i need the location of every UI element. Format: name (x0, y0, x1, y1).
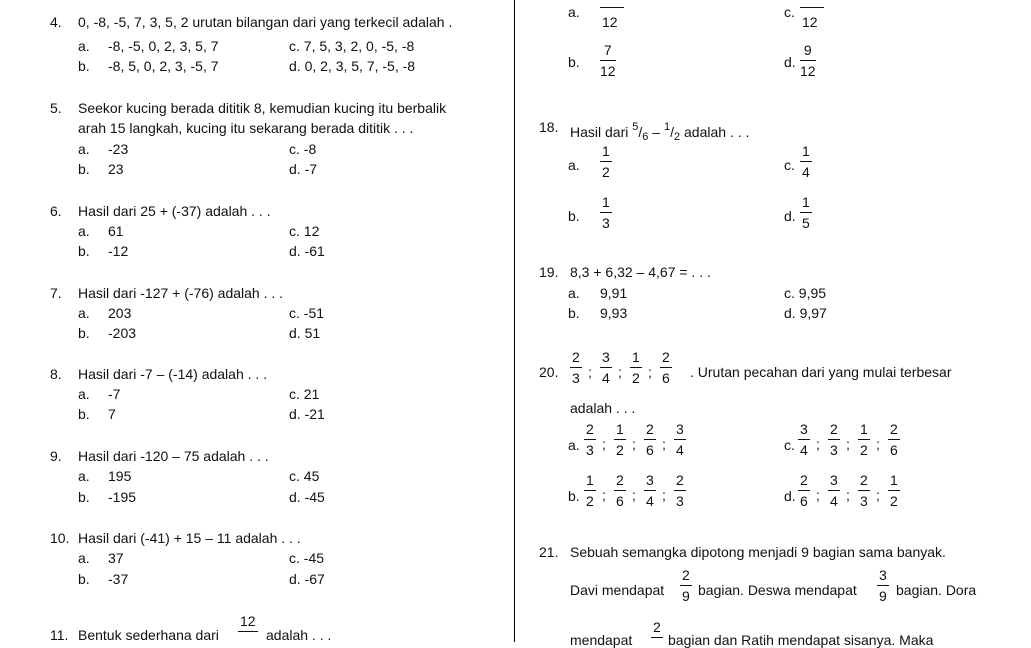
fraction-denominator: 3 (572, 370, 580, 386)
fraction-denominator: 2 (616, 442, 624, 458)
q17-option-c-denominator: 12 (802, 14, 818, 30)
fraction-numerator: 1 (614, 422, 626, 440)
fraction-numerator: 2 (651, 620, 663, 638)
fraction-numerator: 2 (798, 473, 810, 491)
fraction-denominator: 3 (586, 442, 594, 458)
q20-number: 20. (539, 364, 559, 380)
q18-option-c-fraction (800, 144, 812, 180)
q6-option-d: d. -61 (289, 243, 325, 259)
fraction (644, 473, 656, 509)
q4-option-d: d. 0, 2, 3, 5, 7, -5, -8 (289, 58, 416, 74)
fraction-denominator: 2 (890, 493, 898, 509)
fraction (584, 422, 596, 458)
fraction-denominator: 4 (800, 442, 808, 458)
fraction-denominator: 9 (682, 588, 690, 604)
q10-option-a: 37 (108, 550, 124, 566)
q21-fraction-davi (680, 568, 692, 604)
fraction-numerator: 2 (584, 422, 596, 440)
q19-option-b: 9,93 (600, 305, 628, 321)
q18-expr-5: 5 (632, 121, 639, 133)
q18-minus: – (652, 124, 661, 140)
fraction-denominator: 2 (602, 164, 610, 180)
fraction-numerator: 3 (828, 473, 840, 491)
fraction-denominator: 2 (632, 370, 640, 386)
q17-option-c-label: c. (784, 4, 795, 20)
q10-option-b: -37 (108, 571, 129, 587)
q18-option-b-label: b. (568, 208, 580, 224)
q19-option-a: 9,91 (600, 285, 628, 301)
q5-number: 5. (50, 100, 62, 116)
q17-option-c-fraction-bar (800, 7, 824, 8)
q20-text-tail: . Urutan pecahan dari yang mulai terbesar (690, 364, 952, 380)
fraction (630, 350, 642, 386)
q4-option-a-label: a. (78, 38, 90, 54)
q11-text-after: adalah . . . (266, 627, 332, 643)
fraction-numerator: 7 (600, 43, 616, 61)
q9-option-a: 195 (108, 468, 132, 484)
q10-option-a-label: a. (78, 550, 90, 566)
fraction-numerator: 2 (828, 422, 840, 440)
q17-option-d-label: d. (784, 54, 796, 70)
fraction-denominator: 2 (860, 442, 868, 458)
q11-text: Bentuk sederhana dari (78, 627, 219, 643)
fraction-separator: ; (602, 487, 606, 503)
q18-expr-1: 1 (663, 121, 671, 133)
fraction-numerator: 3 (674, 422, 686, 440)
q8-option-c: c. 21 (289, 386, 320, 402)
q19-text: 8,3 + 6,32 – 4,67 = . . . (570, 264, 711, 280)
fraction-denominator: 6 (890, 442, 898, 458)
fraction-denominator: 5 (802, 215, 810, 231)
fraction-numerator: 2 (680, 568, 692, 586)
q7-number: 7. (50, 285, 62, 301)
fraction (614, 422, 626, 458)
q5-text-line1: Seekor kucing berada dititik 8, kemudian kucing itu berbalik (78, 100, 447, 116)
q11-fraction-numerator: 12 (238, 614, 258, 632)
q4-option-c: c. 7, 5, 3, 2, 0, -5, -8 (289, 38, 415, 54)
q5-option-c: c. -8 (289, 141, 317, 157)
q10-option-d: d. -67 (289, 571, 325, 587)
fraction-numerator: 2 (858, 473, 870, 491)
q18-option-d-label: d. (784, 208, 796, 224)
q8-option-a: -7 (108, 386, 121, 402)
fraction (600, 350, 612, 386)
fraction-separator: ; (648, 364, 652, 380)
fraction-numerator: 3 (798, 422, 810, 440)
q5-option-a-label: a. (78, 141, 90, 157)
fraction (644, 422, 656, 458)
q4-option-b: -8, 5, 0, 2, 3, -5, 7 (108, 58, 219, 74)
fraction-separator: ; (816, 487, 820, 503)
q9-option-c: c. 45 (289, 468, 320, 484)
q19-option-c: c. 9,95 (784, 285, 827, 301)
q9-option-a-label: a. (78, 468, 90, 484)
fraction-numerator: 2 (888, 422, 900, 440)
fraction-numerator: 1 (600, 195, 612, 213)
q6-option-a-label: a. (78, 223, 90, 239)
q5-option-b-label: b. (78, 161, 90, 177)
q20-option-a-label: a. (568, 437, 580, 453)
fraction-denominator: 4 (602, 370, 610, 386)
fraction-denominator: 12 (800, 63, 816, 79)
q5-option-d: d. -7 (289, 161, 318, 177)
q18-option-d-fraction (800, 195, 812, 231)
q6-option-b: -12 (108, 243, 129, 259)
fraction (888, 422, 900, 458)
q18-text-pre: Hasil dari (570, 124, 629, 140)
q18-option-a-fraction (600, 144, 612, 180)
fraction-separator: ; (602, 436, 606, 452)
q21-line2-part1: Davi mendapat (570, 582, 665, 598)
column-divider (514, 0, 515, 642)
q5-option-a: -23 (108, 141, 129, 157)
q18-expr-2: 2 (673, 131, 681, 143)
fraction (674, 422, 686, 458)
fraction-denominator: 9 (879, 588, 887, 604)
fraction-numerator: 1 (630, 350, 642, 368)
fraction-denominator: 3 (830, 442, 838, 458)
q4-number: 4. (50, 14, 62, 30)
q20-text-line2: adalah . . . (570, 400, 636, 416)
q21-line2-part3: bagian. Dora (896, 582, 977, 598)
q18-option-a-label: a. (568, 157, 580, 173)
fraction-separator: ; (662, 487, 666, 503)
fraction-separator: ; (816, 436, 820, 452)
fraction-separator: ; (588, 364, 592, 380)
fraction-denominator: 3 (860, 493, 868, 509)
q21-fraction-deswa (877, 568, 889, 604)
q19-option-a-label: a. (568, 285, 580, 301)
q5-option-b: 23 (108, 161, 124, 177)
q6-number: 6. (50, 203, 62, 219)
q9-option-b-label: b. (78, 489, 90, 505)
q8-text: Hasil dari -7 – (-14) adalah . . . (78, 366, 268, 382)
fraction-numerator: 1 (584, 473, 596, 491)
fraction-numerator: 1 (858, 422, 870, 440)
q7-option-a-label: a. (78, 305, 90, 321)
fraction-denominator: 3 (602, 215, 610, 231)
q19-option-d: d. 9,97 (784, 305, 827, 321)
q7-option-b-label: b. (78, 325, 90, 341)
q7-option-c: c. -51 (289, 305, 325, 321)
fraction (858, 473, 870, 509)
q10-option-c: c. -45 (289, 550, 325, 566)
fraction-denominator: 2 (586, 493, 594, 509)
q4-option-a: -8, -5, 0, 2, 3, 5, 7 (108, 38, 219, 54)
fraction-numerator: 2 (644, 422, 656, 440)
fraction-separator: ; (876, 436, 880, 452)
q18-expr-6: 6 (642, 131, 649, 143)
fraction-numerator: 3 (877, 568, 889, 586)
q4-text: 0, -8, -5, 7, 3, 5, 2 urutan bilangan dari yang terkecil adalah . (78, 14, 453, 30)
q18-text: Hasil dari $^5/_6 - ^1/_2$ adalah . . . (570, 121, 750, 143)
fraction-denominator: 6 (616, 493, 624, 509)
fraction-denominator: 4 (830, 493, 838, 509)
fraction-numerator: 1 (888, 473, 900, 491)
q9-number: 9. (50, 448, 62, 464)
q17-option-a-label: a. (568, 4, 580, 20)
q18-option-c-label: c. (784, 157, 795, 173)
q17-option-b-label: b. (568, 54, 580, 70)
q10-number: 10. (50, 530, 70, 546)
q8-option-a-label: a. (78, 386, 90, 402)
q20-option-b-label: b. (568, 488, 580, 504)
fraction-separator: ; (662, 436, 666, 452)
fraction-numerator: 9 (800, 43, 816, 61)
fraction-denominator: 4 (802, 164, 810, 180)
fraction (660, 350, 672, 386)
q21-line2-part2: bagian. Deswa mendapat (698, 582, 857, 598)
fraction-numerator: 2 (674, 473, 686, 491)
q21-text-line1: Sebuah semangka dipotong menjadi 9 bagian sama banyak. (570, 544, 946, 560)
fraction-separator: ; (632, 487, 636, 503)
q8-number: 8. (50, 366, 62, 382)
fraction (798, 422, 810, 458)
fraction-denominator: 6 (662, 370, 670, 386)
q4-option-b-label: b. (78, 58, 90, 74)
q21-fraction-dora (651, 620, 663, 638)
q9-text: Hasil dari -120 – 75 adalah . . . (78, 448, 269, 464)
fraction-numerator: 1 (800, 195, 812, 213)
fraction-separator: ; (632, 436, 636, 452)
fraction (828, 422, 840, 458)
fraction-denominator: 4 (676, 442, 684, 458)
q20-option-d-label: d. (784, 488, 796, 504)
q7-option-a: 203 (108, 305, 132, 321)
q18-text-post: adalah . . . (684, 124, 750, 140)
q11-fraction (238, 614, 258, 632)
fraction-numerator: 3 (644, 473, 656, 491)
fraction-denominator: 12 (600, 63, 616, 79)
fraction (614, 473, 626, 509)
fraction (828, 473, 840, 509)
q5-text-line2: arah 15 langkah, kucing itu sekarang berada dititik . . . (78, 120, 414, 136)
q18-number: 18. (539, 119, 559, 135)
fraction (570, 350, 582, 386)
q10-text: Hasil dari (-41) + 15 – 11 adalah . . . (78, 530, 301, 546)
q6-option-a: 61 (108, 223, 124, 239)
fraction (674, 473, 686, 509)
q21-line3-part2: bagian dan Ratih mendapat sisanya. Maka (668, 632, 934, 648)
fraction-numerator: 1 (600, 144, 612, 162)
q8-option-b-label: b. (78, 406, 90, 422)
fraction-numerator: 2 (570, 350, 582, 368)
q17-option-a-fraction-bar (600, 7, 624, 8)
q21-number: 21. (539, 544, 559, 560)
q10-option-b-label: b. (78, 571, 90, 587)
q18-option-b-fraction (600, 195, 612, 231)
fraction (584, 473, 596, 509)
q6-text: Hasil dari 25 + (-37) adalah . . . (78, 203, 271, 219)
q19-number: 19. (539, 264, 559, 280)
q20-option-c-label: c. (784, 437, 795, 453)
fraction-separator: ; (846, 436, 850, 452)
q19-option-b-label: b. (568, 305, 580, 321)
fraction-separator: ; (618, 364, 622, 380)
fraction-separator: ; (846, 487, 850, 503)
fraction-numerator: 2 (614, 473, 626, 491)
q6-option-b-label: b. (78, 243, 90, 259)
q8-option-b: 7 (108, 406, 116, 422)
fraction (888, 473, 900, 509)
fraction-denominator: 4 (646, 493, 654, 509)
q9-option-d: d. -45 (289, 489, 325, 505)
q9-option-b: -195 (108, 489, 137, 505)
q17-option-d-fraction (800, 43, 816, 79)
fraction-denominator: 6 (800, 493, 808, 509)
q8-option-d: d. -21 (289, 406, 325, 422)
q7-text: Hasil dari -127 + (-76) adalah . . . (78, 285, 284, 301)
q7-option-d: d. 51 (289, 325, 321, 341)
q21-line3-part1: mendapat (570, 632, 633, 648)
q7-option-b: -203 (108, 325, 137, 341)
fraction (798, 473, 810, 509)
q17-option-a-denominator: 12 (602, 14, 618, 30)
fraction-numerator: 2 (660, 350, 672, 368)
q11-number: 11. (50, 627, 69, 643)
fraction-numerator: 3 (600, 350, 612, 368)
q6-option-c: c. 12 (289, 223, 320, 239)
fraction-numerator: 1 (800, 144, 812, 162)
fraction-denominator: 3 (676, 493, 684, 509)
fraction-separator: ; (876, 487, 880, 503)
fraction-denominator: 6 (646, 442, 654, 458)
fraction (858, 422, 870, 458)
q17-option-b-fraction (600, 43, 616, 79)
